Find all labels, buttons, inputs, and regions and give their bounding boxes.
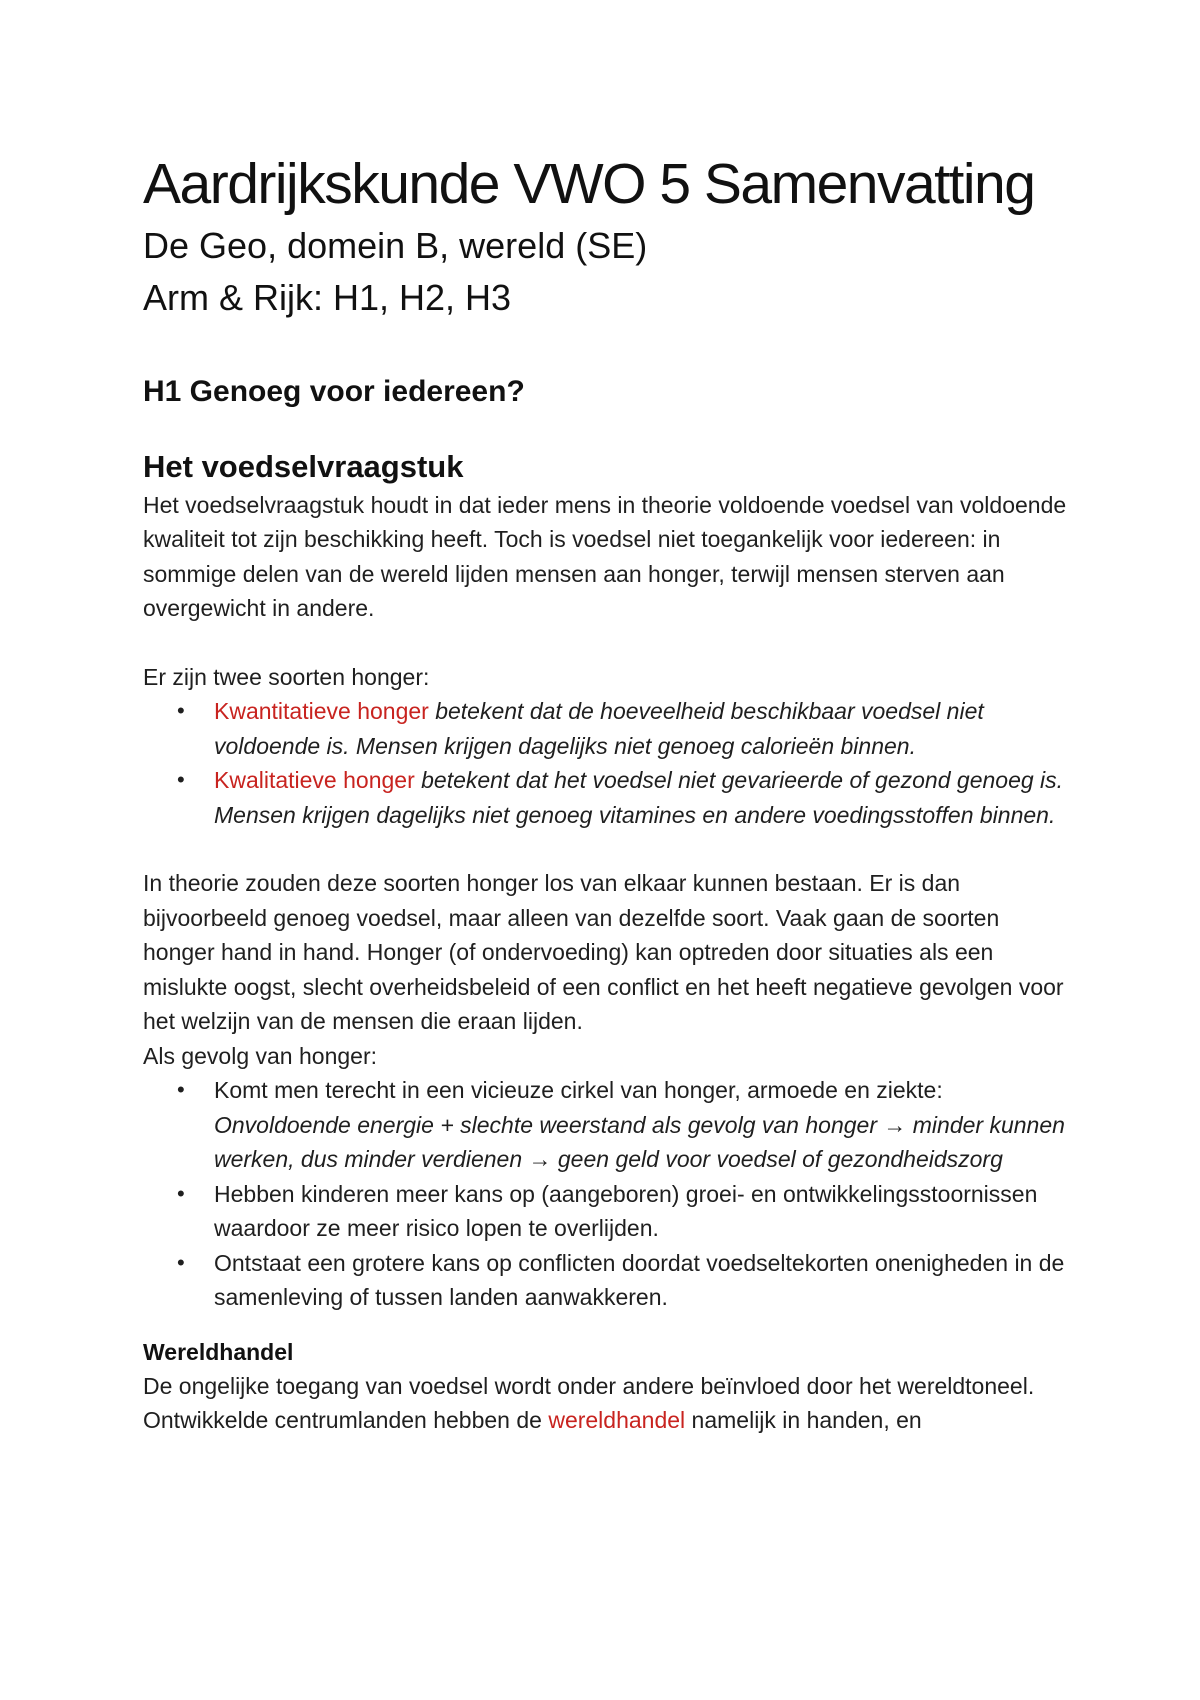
intro-paragraph: Het voedselvraagstuk houdt in dat ieder mens in theorie voldoende voedsel van voldoende kwaliteit tot zijn beschikking heeft. Toch is voedsel niet toegankelijk voor iedereen: in sommige delen van de wereld lijden mensen aan honger, terwijl mensen sterven aan overgewicht in andere. <box>143 491 1067 622</box>
bullet-icon: • <box>177 1180 185 1206</box>
trade-heading: Wereldhandel <box>143 1338 294 1365</box>
trade-text-part1: De ongelijke toegang van voedsel wordt onder andere beïnvloed door het wereldtoneel. Ontwikkelde centrumlanden hebben de <box>143 1372 1035 1434</box>
consequence-text: Komt men terecht in een vicieuze cirkel van honger, armoede en ziekte: <box>214 1077 943 1104</box>
trade-paragraph <box>143 1369 1073 1438</box>
theory-paragraph: In theorie zouden deze soorten honger los van elkaar kunnen bestaan. Er is dan bijvoorbeeld genoeg voedsel, maar alleen van dezelfde soort. Vaak gaan de soorten honger hand in hand. Honger (of ondervoeding) kan optreden door situaties als een mislukte oogst, slecht overheidsbeleid of een conflict en het heeft negatieve gevolgen voor het welzijn van de mensen die eraan lijden. <box>143 870 1064 1035</box>
document-page <box>143 150 1073 1438</box>
definition-quantitative-hunger: betekent dat de hoeveelheid beschikbaar voedsel niet voldoende is. Mensen krijgen dagelijks niet genoeg calorieën binnen. <box>214 698 984 759</box>
bullet-icon: • <box>177 698 185 724</box>
list-item <box>143 694 1073 763</box>
consequence-detail: Onvoldoende energie + slechte weerstand als gevolg van honger → minder kunnen werken, dus minder verdienen → geen geld voor voedsel of gezondheidszorg <box>214 1111 1065 1173</box>
consequence-text: Ontstaat een grotere kans op conflicten doordat voedseltekorten onenigheden in de samenleving of tussen landen aanwakkeren. <box>214 1249 1065 1311</box>
section-heading: Het voedselvraagstuk <box>143 449 464 485</box>
term-wereldhandel: wereldhandel <box>548 1407 686 1434</box>
consequences-list <box>143 1073 1073 1315</box>
list-item <box>143 1073 1073 1177</box>
bullet-icon: • <box>177 1077 185 1103</box>
list-item <box>143 1246 1073 1315</box>
trade-text-part2: namelijk in handen, en <box>685 1407 922 1434</box>
document-title: Aardrijkskunde VWO 5 Samenvatting <box>143 152 1035 216</box>
hunger-types-intro: Er zijn twee soorten honger: <box>143 663 430 690</box>
term-qualitative-hunger: Kwalitatieve honger <box>214 767 415 794</box>
consequences-intro: Als gevolg van honger: <box>143 1042 377 1069</box>
document-subtitle-course: De Geo, domein B, wereld (SE) <box>143 225 648 267</box>
chapter-heading: H1 Genoeg voor iedereen? <box>143 375 525 409</box>
bullet-icon: • <box>177 1249 185 1275</box>
definition-qualitative-hunger: betekent dat het voedsel niet gevarieerde of gezond genoeg is. Mensen krijgen dagelijks niet genoeg vitamines en andere voedingsstoffen binnen. <box>214 767 1064 828</box>
term-quantitative-hunger: Kwantitatieve honger <box>214 698 429 725</box>
bullet-icon: • <box>177 767 185 793</box>
list-item <box>143 763 1073 832</box>
list-item <box>143 1177 1073 1246</box>
consequence-text: Hebben kinderen meer kans op (aangeboren) groei- en ontwikkelingsstoornissen waardoor ze meer risico lopen te overlijden. <box>214 1180 1038 1242</box>
document-subtitle-chapters: Arm & Rijk: H1, H2, H3 <box>143 277 512 319</box>
hunger-types-list <box>143 694 1073 832</box>
